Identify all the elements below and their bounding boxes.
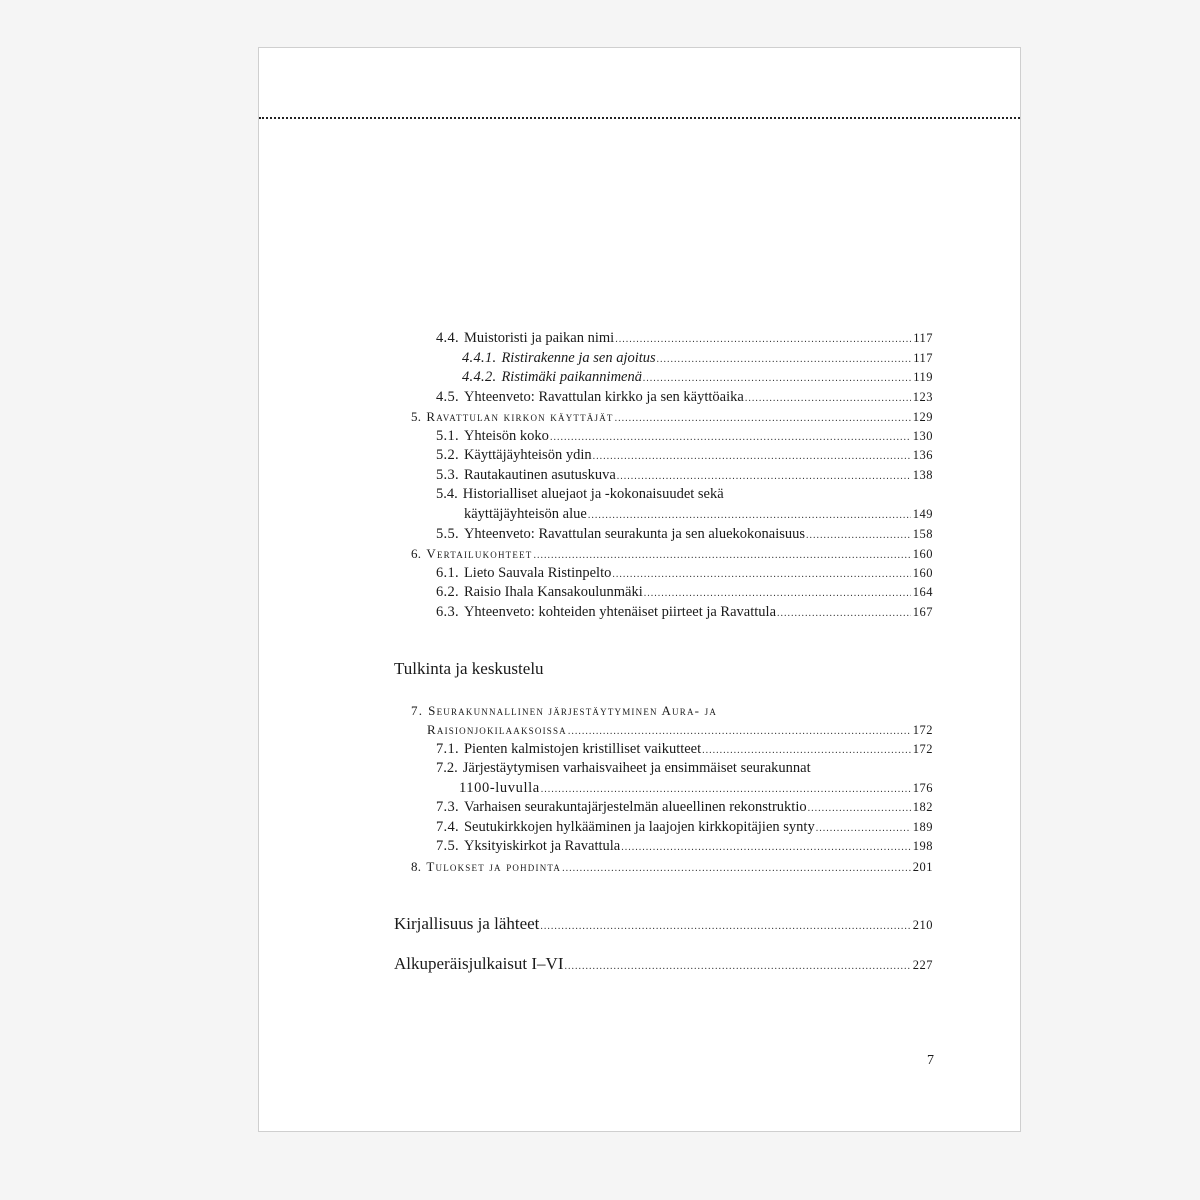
toc-title: Historialliset aluejaot ja -kokonaisuudet sekä bbox=[462, 486, 724, 502]
toc-title: Seutukirkkojen hylkääminen ja laajojen kirkkopitäjien synty bbox=[463, 819, 815, 835]
toc-leader bbox=[615, 330, 911, 349]
document-page bbox=[258, 47, 1021, 1132]
toc-leader bbox=[562, 859, 911, 878]
toc-entry-continuation[interactable] bbox=[464, 505, 933, 525]
toc-chapter-entry[interactable] bbox=[411, 407, 933, 428]
toc-leader bbox=[702, 741, 911, 760]
toc-section-heading: Tulkinta ja keskustelu bbox=[394, 659, 544, 678]
toc-page: 189 bbox=[912, 820, 933, 834]
toc-title: Muistoristi ja paikan nimi bbox=[463, 330, 615, 346]
toc-page: 117 bbox=[913, 331, 933, 345]
toc-entry[interactable] bbox=[436, 388, 933, 408]
toc-title: Raisio Ihala Kansakoulunmäki bbox=[463, 584, 643, 600]
toc-title-continuation: Raisionjokilaaksoissa bbox=[427, 722, 567, 737]
toc-page: 117 bbox=[913, 351, 933, 365]
toc-number: 7.3. bbox=[436, 799, 459, 815]
toc-page: 176 bbox=[912, 781, 933, 795]
toc-leader bbox=[657, 350, 912, 369]
toc-title: Kirjallisuus ja lähteet bbox=[394, 914, 540, 933]
toc-entry[interactable] bbox=[436, 329, 933, 349]
toc-title: Lieto Sauvala Ristinpelto bbox=[463, 565, 612, 581]
toc-number: 5.2. bbox=[436, 447, 459, 463]
toc-page: 201 bbox=[912, 860, 933, 874]
toc-title: Vertailukohteet bbox=[426, 546, 533, 561]
toc-page: 123 bbox=[912, 390, 933, 404]
toc-entry[interactable] bbox=[436, 798, 933, 818]
toc-leader bbox=[808, 799, 911, 818]
toc-leader bbox=[593, 447, 911, 466]
toc-leader bbox=[588, 506, 911, 525]
toc-title: Tulokset ja pohdinta bbox=[426, 859, 562, 874]
toc-back-matter-entry[interactable] bbox=[394, 954, 933, 976]
toc-page: 172 bbox=[912, 723, 933, 737]
toc-title-continuation: käyttäjäyhteisön alue bbox=[464, 506, 587, 522]
toc-entry[interactable] bbox=[462, 368, 933, 388]
toc-leader bbox=[644, 584, 911, 603]
toc-number: 4.5. bbox=[436, 389, 459, 405]
toc-entry-first-line[interactable] bbox=[436, 759, 811, 778]
toc-back-matter-entry[interactable] bbox=[394, 914, 933, 936]
toc-leader bbox=[777, 604, 911, 623]
toc-leader bbox=[540, 917, 910, 936]
toc-leader bbox=[533, 546, 910, 565]
toc-number: 4.4. bbox=[436, 330, 459, 346]
toc-page: 136 bbox=[912, 448, 933, 462]
toc-page: 172 bbox=[912, 742, 933, 756]
toc-number: 5.4. bbox=[436, 486, 458, 502]
toc-entry[interactable] bbox=[436, 740, 933, 760]
toc-leader bbox=[643, 369, 911, 388]
toc-entry[interactable] bbox=[436, 564, 933, 584]
toc-page: 149 bbox=[912, 507, 933, 521]
toc-chapter-continuation[interactable] bbox=[427, 720, 933, 741]
toc-entry[interactable] bbox=[436, 466, 933, 486]
toc-title: Yhteenveto: Ravattulan kirkko ja sen käyttöaika bbox=[463, 389, 744, 405]
toc-page: 138 bbox=[912, 468, 933, 482]
toc-title: Alkuperäisjulkaisut I–VI bbox=[394, 954, 564, 973]
toc-entry[interactable] bbox=[436, 427, 933, 447]
toc-page: 130 bbox=[912, 429, 933, 443]
toc-leader bbox=[621, 838, 911, 857]
toc-title: Yhteenveto: kohteiden yhtenäiset piirteet ja Ravattula bbox=[463, 604, 777, 620]
toc-title: Käyttäjäyhteisön ydin bbox=[463, 447, 592, 463]
toc-entry-first-line[interactable] bbox=[436, 485, 724, 504]
toc-number: 4.4.1. bbox=[462, 350, 497, 366]
toc-page: 227 bbox=[912, 958, 933, 972]
toc-entry[interactable] bbox=[436, 525, 933, 545]
toc-title-continuation: 1100-luvulla bbox=[459, 780, 540, 796]
toc-title: Seurakunnallinen järjestäytyminen Aura- ja bbox=[428, 703, 718, 718]
toc-number: 8. bbox=[411, 859, 422, 874]
toc-title: Yhteenveto: Ravattulan seurakunta ja sen aluekokonaisuus bbox=[463, 526, 806, 542]
toc-page: 129 bbox=[912, 410, 933, 424]
toc-leader bbox=[806, 526, 911, 545]
toc-number: 4.4.2. bbox=[462, 369, 497, 385]
toc-page: 160 bbox=[912, 547, 933, 561]
toc-number: 7. bbox=[411, 703, 424, 718]
toc-page: 210 bbox=[912, 918, 933, 932]
toc-leader bbox=[745, 389, 911, 408]
toc-page: 158 bbox=[912, 527, 933, 541]
toc-entry[interactable] bbox=[436, 446, 933, 466]
toc-number: 5.5. bbox=[436, 526, 459, 542]
toc-title: Varhaisen seurakuntajärjestelmän alueellinen rekonstruktio bbox=[463, 799, 807, 815]
toc-number: 5. bbox=[411, 409, 422, 424]
toc-entry[interactable] bbox=[436, 583, 933, 603]
toc-entry[interactable] bbox=[436, 837, 933, 857]
table-of-contents bbox=[259, 48, 1020, 1131]
toc-number: 6.2. bbox=[436, 584, 459, 600]
toc-title: Järjestäytymisen varhaisvaiheet ja ensimmäiset seurakunnat bbox=[462, 760, 811, 776]
toc-number: 6.3. bbox=[436, 604, 459, 620]
toc-chapter-entry[interactable] bbox=[411, 857, 933, 878]
toc-chapter-first-line[interactable] bbox=[411, 701, 717, 720]
toc-entry[interactable] bbox=[462, 349, 933, 369]
toc-entry-continuation[interactable] bbox=[459, 779, 933, 799]
toc-number: 7.4. bbox=[436, 819, 459, 835]
toc-leader bbox=[541, 780, 911, 799]
toc-leader bbox=[550, 428, 911, 447]
toc-page: 160 bbox=[912, 566, 933, 580]
toc-leader bbox=[612, 565, 910, 584]
toc-number: 6. bbox=[411, 546, 422, 561]
toc-page: 182 bbox=[912, 800, 933, 814]
toc-title: Rautakautinen asutuskuva bbox=[463, 467, 616, 483]
toc-leader bbox=[615, 409, 911, 428]
toc-number: 6.1. bbox=[436, 565, 459, 581]
toc-page: 164 bbox=[912, 585, 933, 599]
toc-chapter-entry[interactable] bbox=[411, 544, 933, 565]
toc-title: Pienten kalmistojen kristilliset vaikutteet bbox=[463, 741, 702, 757]
toc-title: Ristimäki paikannimenä bbox=[501, 369, 642, 385]
toc-page: 119 bbox=[913, 370, 933, 384]
toc-leader bbox=[565, 957, 911, 976]
toc-number: 5.1. bbox=[436, 428, 459, 444]
toc-leader bbox=[568, 722, 911, 741]
toc-leader bbox=[816, 819, 911, 838]
toc-leader bbox=[617, 467, 911, 486]
toc-page: 198 bbox=[912, 839, 933, 853]
page-number: 7 bbox=[927, 1053, 934, 1068]
toc-page: 167 bbox=[912, 605, 933, 619]
toc-title: Ristirakenne ja sen ajoitus bbox=[501, 350, 656, 366]
toc-title: Yksityiskirkot ja Ravattula bbox=[463, 838, 621, 854]
toc-entry[interactable] bbox=[436, 818, 933, 838]
toc-title: Ravattulan kirkon käyttäjät bbox=[426, 409, 614, 424]
toc-entry[interactable] bbox=[436, 603, 933, 623]
toc-number: 7.1. bbox=[436, 741, 459, 757]
toc-number: 5.3. bbox=[436, 467, 459, 483]
toc-number: 7.5. bbox=[436, 838, 459, 854]
toc-number: 7.2. bbox=[436, 760, 458, 776]
toc-title: Yhteisön koko bbox=[463, 428, 549, 444]
